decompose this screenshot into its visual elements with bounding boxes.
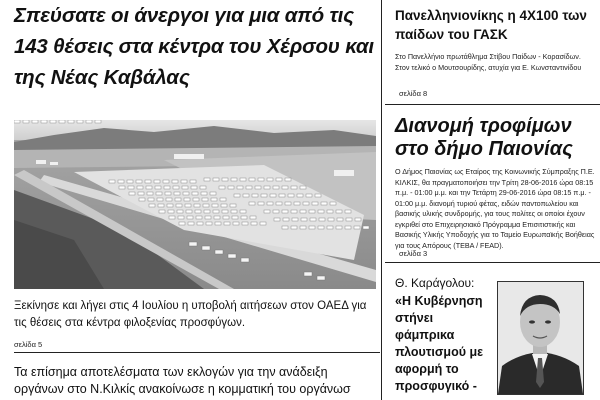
sidebar-article1-page-ref[interactable]: σελίδα 8 bbox=[399, 89, 428, 98]
caption-text: Ξεκίνησε και λήγει στις 4 Ιουλίου η υποβολή αιτήσεων στον ΟΑΕΔ για τις θέσεις στα κέντρα φιλοξενίας προσφύγων. bbox=[14, 300, 367, 329]
column-divider bbox=[381, 0, 382, 400]
second-article-lead[interactable]: Τα επίσημα αποτελέσματα των εκλογών για την ανάδειξη οργάνων στο Ν.Κιλκίς ανακοίνωσε η κομματική του οργάνωσ bbox=[14, 365, 351, 396]
sidebar-article2-text: Ο Δήμος Παιονίας ως Εταίρος της Κοινωνικής Σύμπραξης Π.Ε. ΚΙΛΚΙΣ, θα πραγματοποιήσει την Τρίτη 28-06-2016 ώρα 08:15 π.μ. - 01:00 μ.μ. και την Τετάρτη 29-06-2016 ώρα 08:15 π.μ. - 01:00 μ.μ. διανομή τυριού φέτας, ειδών παντοπωλείου και βασικής υλικής συνδρομής, για τους πολίτες οι οποίοι έχουν εγκριθεί στο Επιχειρησιακό Πρόγραμμα Επισιτιστικής και Βασικής Υλικής Υποδοχής για το Ταμείο Ευρωπαϊκής Βοήθειας για τους Απόρους (ΤΕΒΑ / FEAD). bbox=[395, 167, 595, 250]
portrait-photo bbox=[497, 281, 584, 395]
sidebar-article2-page-ref[interactable]: σελίδα 3 bbox=[399, 249, 428, 258]
sidebar-article3-author: Θ. Καράγολου: bbox=[395, 276, 475, 290]
main-headline[interactable]: Σπεύσατε οι άνεργοι για μια από τις 143 θέσεις στα κέντρα του Χέρσου και της Νέας Καβάλας bbox=[14, 4, 374, 89]
main-page-ref[interactable]: σελίδα 5 bbox=[14, 340, 43, 349]
sidebar-divider-2 bbox=[385, 262, 600, 263]
sidebar-article1-title[interactable]: Πανελληνιονίκης η 4Χ100 των παίδων του ΓΑΣΚ bbox=[395, 8, 587, 42]
person-portrait-icon bbox=[498, 282, 583, 394]
section-divider bbox=[14, 352, 380, 353]
sidebar-divider-1 bbox=[385, 104, 600, 105]
camp-aerial-image bbox=[14, 120, 376, 289]
sidebar-article2-title[interactable]: Διανομή τροφίμων στο δήμο Παιονίας bbox=[395, 115, 573, 160]
refugee-camp-photo[interactable] bbox=[14, 120, 376, 289]
sidebar-article1-text: Στο Πανελλήνιο πρωτάθλημα Στίβου Παίδων - Κορασίδων. Στον τελικό ο Μουτσουρίδης, ατυχία για Ε. Κωνσταντινίδου bbox=[395, 52, 582, 72]
sidebar-article3-quote[interactable]: «Η Κυβέρνηση στήνει φάμπρικα πλουτισμού με αφορμή το προσφυγικό - bbox=[395, 294, 484, 393]
photo-caption bbox=[14, 298, 379, 332]
